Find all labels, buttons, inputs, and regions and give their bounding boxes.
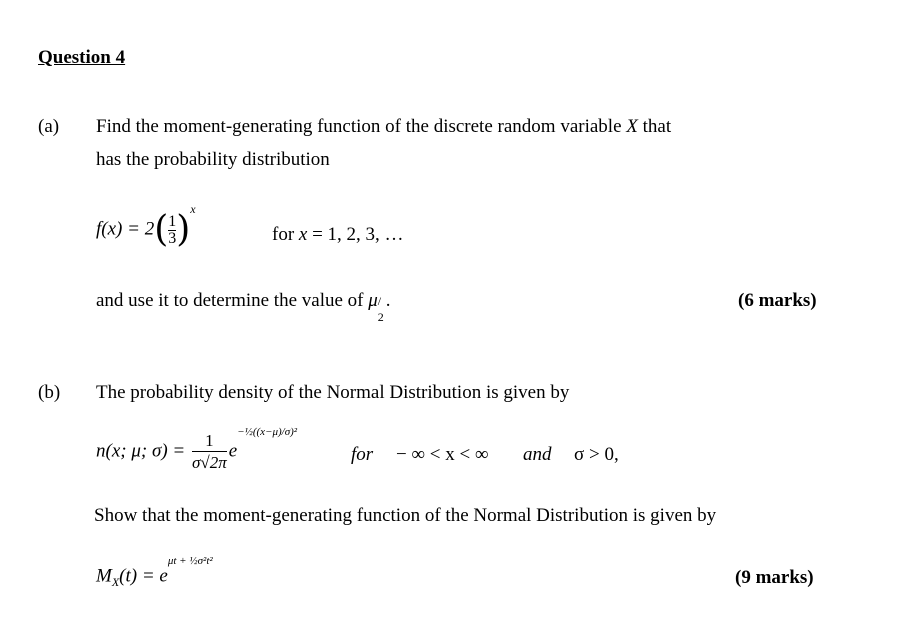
question-heading: Question 4	[38, 47, 126, 68]
part-a-closing-text: and use it to determine the value of	[96, 290, 364, 311]
part-a-closing	[96, 290, 391, 324]
normal-frac-num: 1	[205, 431, 214, 450]
normal-fraction	[192, 432, 227, 471]
normal-and: and	[523, 444, 552, 465]
pmf-left-paren: (	[154, 209, 169, 250]
part-a-variable: X	[626, 116, 638, 137]
normal-exponent: −½((x−μ)/σ)²	[237, 425, 298, 438]
part-a-marks: (6 marks)	[738, 290, 817, 311]
pmf-condition	[272, 224, 404, 246]
normal-range: − ∞ < x < ∞	[396, 444, 489, 465]
pmf-frac-num: 1	[168, 212, 177, 230]
part-a-line2: has the probability distribution	[96, 149, 330, 170]
part-a-line1-end: that	[642, 116, 672, 137]
mgf-M: M	[96, 565, 112, 587]
part-b-marks: (9 marks)	[735, 567, 814, 588]
part-a-line1-text: Find the moment-generating function of the discrete random variable	[96, 116, 622, 137]
mu-subscript: 2	[377, 310, 384, 324]
mu-prime: /	[377, 294, 382, 308]
mgf-arg: (t) = e	[119, 565, 168, 587]
part-b-label: (b)	[38, 382, 61, 403]
pmf-condition-var: x	[298, 224, 308, 245]
pmf-frac-den: 3	[168, 229, 177, 247]
part-a-closing-end: .	[385, 290, 391, 311]
normal-frac-den: σ√2π	[191, 453, 227, 472]
normal-lhs: n(x; μ; σ) =	[96, 440, 186, 462]
mgf-exponent: μt + ½σ²t²	[167, 555, 213, 567]
part-b-line2: Show that the moment-generating function of the Normal Distribution is given by	[94, 505, 717, 526]
mgf-subscript: X	[111, 575, 120, 590]
part-a-line1	[96, 116, 671, 138]
pmf-lhs: f(x) = 2	[96, 218, 155, 240]
pmf-condition-values: = 1, 2, 3, …	[312, 224, 404, 245]
normal-sigma-condition: σ > 0,	[574, 444, 619, 465]
pmf-condition-prefix: for	[272, 224, 295, 245]
mu-symbol: μ	[368, 290, 378, 311]
pmf-formula	[96, 202, 196, 250]
part-a-label: (a)	[38, 116, 60, 137]
pmf-exponent: x	[190, 202, 196, 217]
normal-for: for	[351, 444, 374, 465]
pmf-right-paren: )	[176, 209, 191, 250]
normal-exp-base: e	[228, 440, 238, 462]
part-b-line1: The probability density of the Normal Distribution is given by	[96, 382, 570, 403]
